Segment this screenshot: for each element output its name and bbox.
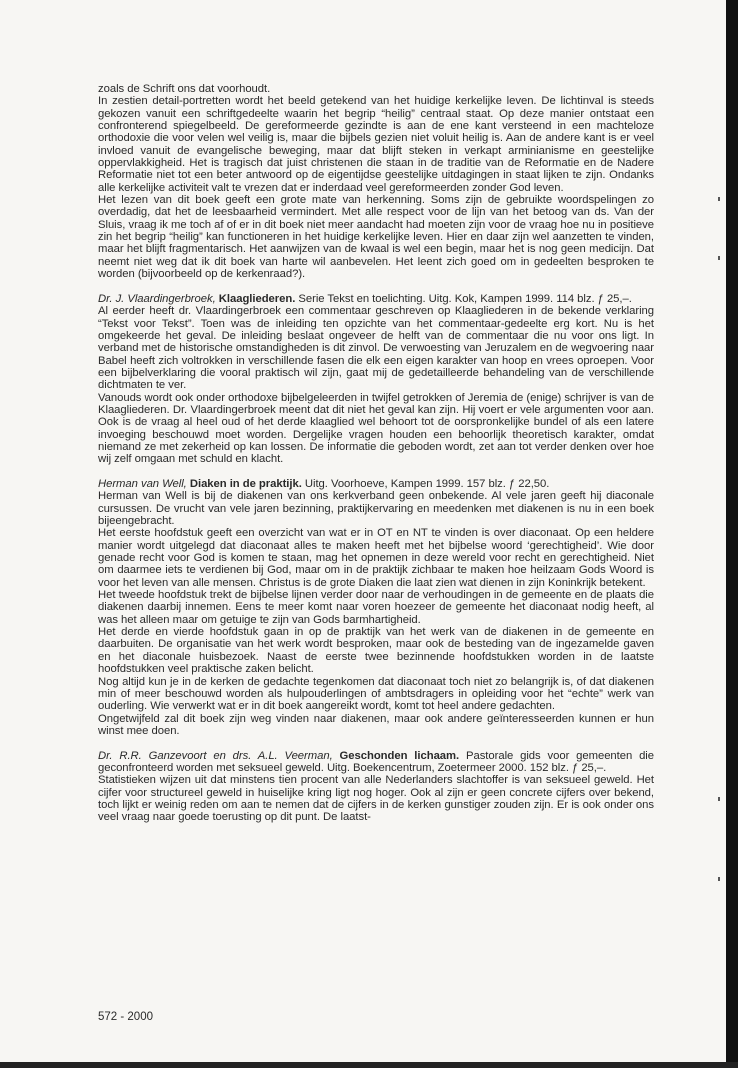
scan-mark (718, 256, 720, 260)
body-paragraph: Ongetwijfeld zal dit boek zijn weg vinden naar diakenen, maar ook andere geïnteresseerden kunnen er hun winst mee doen. (98, 712, 654, 737)
scan-mark (718, 797, 720, 801)
review-title: Geschonden lichaam. (339, 749, 460, 762)
page-body (98, 83, 654, 824)
body-paragraph: Nog altijd kun je in de kerken de gedachte tegenkomen dat diaconaat toch niet zo belangrijk is, of dat diakenen min of meer beschouwd worden als hulpouderlingen of ambtsdragers in opleiding voor het “echte” werk van ouderling. Wie verwerkt wat er in dit boek aangereikt wordt, komt tot heel andere gedachten. (98, 675, 654, 713)
review-publication: Uitg. Voorhoeve, Kampen 1999. 157 blz. ƒ 22,50. (304, 478, 550, 490)
review-title: Diaken in de praktijk. (189, 478, 302, 490)
page-number: 572 - 2000 (98, 1011, 153, 1023)
review-publication: Serie Tekst en toelichting. Uitg. Kok, Kampen 1999. 114 blz. ƒ 25,–. (298, 292, 632, 305)
body-paragraph: Herman van Well is bij de diakenen van ons kerkverband geen onbekende. Al vele jaren geeft hij diaconale cursussen. De vrucht van vele jaren bezinning, praktijkervaring en meedenken met diakenen is nu in een boek bijeengebracht. (98, 490, 654, 528)
review-heading (98, 478, 654, 490)
review-author: Dr. J. Vlaardingerbroek, (98, 292, 216, 305)
scan-border-bottom (0, 1062, 738, 1068)
body-paragraph: Statistieken wijzen uit dat minstens tien procent van alle Nederlanders slachtoffer is van seksueel geweld. Het cijfer voor structureel geweld in huiselijke kring ligt nog hoger. Ook al zijn er geen concrete cijfers over bekend, toch lijkt er weinig reden om aan te nemen dat de cijfers in de kerken gunstiger zouden zijn. Er is ook onder ons veel vraag naar goede toerusting op dit punt. De laatst- (98, 774, 654, 824)
review-author: Herman van Well, (98, 478, 187, 490)
review-heading (98, 750, 654, 775)
scan-mark (718, 197, 720, 201)
review-heading (98, 293, 654, 305)
body-paragraph: Het derde en vierde hoofdstuk gaan in op de praktijk van het werk van de diakenen in de gemeente en daarbuiten. De organisatie van het werk wordt besproken, maar ook de besteding van de ingezamelde gaven en het diaconale huisbezoek. Naast de eerste twee bezinnende hoofdstukken worden in de laatste hoofdstukken veel praktische zaken belicht. (98, 626, 654, 676)
scan-border-right (726, 0, 738, 1068)
body-paragraph: Al eerder heeft dr. Vlaardingerbroek een commentaar geschreven op Klaagliederen in de bekende verklaring “Tekst voor Tekst”. Toen was de inleiding ten opzichte van het commentaar-gedeelte erg kort. Nu is het omgekeerde het geval. De inleiding beslaat ongeveer de helft van de commentaar die nu voor ons ligt. In verband met de historische omstandigheden is dit zinvol. De verwoesting van Jeruzalem en de wegvoering naar Babel heeft zich voltrokken in verschillende fasen die elk een eigen karakter van hoop en vrees oproepen. Voor een bijbelverklaring die vooral praktisch wil zijn, gaat mij de gedetailleerde behandeling van de verschillende dichtmaten te ver. (98, 305, 654, 392)
body-paragraph: zoals de Schrift ons dat voorhoudt. (98, 83, 271, 95)
body-paragraph: Het lezen van dit boek geeft een grote mate van herkenning. Soms zijn de gebruikte woordspelingen zo overdadig, dat het de leesbaarheid vermindert. Met alle respect voor de lijn van het betoog van ds. Van der Sluis, vraag ik me toch af of er in dit boek niet meer aandacht had moeten zijn voor de vraag hoe nu in positieve zin het begrip “heilig” kan functioneren in het huidige kerkelijke leven. Hier en daar zijn wel aanzetten te vinden, maar het blijft fragmentarisch. Het aanwijzen van de kwaal is wel een begin, maar het is nog geen medicijn. Dat neemt niet weg dat ik dit boek van harte wil aanbevelen. Het leent zich goed om in gedeelten besproken te worden (bijvoorbeeld op de kerkenraad?). (98, 194, 654, 281)
body-paragraph: Het tweede hoofdstuk trekt de bijbelse lijnen verder door naar de verhoudingen in de gemeente en de plaats die diakenen daarbij innemen. Eens te meer komt naar voren hoezeer de gemeente het diaconaat nodig heeft, al was het alleen maar om getuige te zijn van Gods barmhartigheid. (98, 589, 654, 626)
body-paragraph: Het eerste hoofdstuk geeft een overzicht van wat er in OT en NT te vinden is over diaconaat. Op een heldere manier wordt uitgelegd dat diaconaat alles te maken heeft met het bijbelse woord ‘gerechtigheid’. Wie door genade recht voor God is komen te staan, mag het opnemen in deze wereld voor recht en gerechtigheid. Niet om daarmee iets te verdienen bij God, maar om in de praktijk zichbaar te maken hoe heilzaam Gods Woord is voor het leven van alle mensen. Christus is de grote Diaken die laat zien wat dienen in zijn Koninkrijk betekent. (98, 527, 654, 589)
review-publication: Pastorale gids voor gemeenten die geconfronteerd worden met seksueel geweld. Uitg. Boekencentrum, Zoetermeer 2000. 152 blz. ƒ 25,–. (98, 749, 654, 774)
body-paragraph: In zestien detail-portretten wordt het beeld getekend van het huidige kerkelijke leven. De lichtinval is steeds gekozen vanuit een schriftgedeelte waarin het begrip “heilig” centraal staat. Op deze manier ontstaat een confronterend spiegelbeeld. De gereformeerde gezindte is aan de ene kant versteend in een machteloze orthodoxie die voor velen wel veilig is, maar die bijbels gezien niet voluit heilig is. Aan de andere kant is er veel invloed vanuit de evangelische beweging, maar dat blijft steken in verkapt arminianisme en geestelijke oppervlakkigheid. Het is tragisch dat juist christenen die staan in de traditie van de Reformatie en de Nadere Reformatie niet tot een beter antwoord op de eigentijdse geestelijke uitdagingen in staat lijken te zijn. Ondanks alle kerkelijke activiteit valt te vrezen dat er inderdaad veel gereformeerden zonder God leven. (98, 95, 654, 194)
scan-mark (718, 877, 720, 881)
review-title: Klaagliederen. (218, 292, 296, 305)
review-author: Dr. R.R. Ganzevoort en drs. A.L. Veerman, (98, 749, 333, 762)
body-paragraph: Vanouds wordt ook onder orthodoxe bijbelgeleerden in twijfel getrokken of Jeremia de (enige) schrijver is van de Klaagliederen. Dr. Vlaardingerbroek meent dat dit niet het geval kan zijn. Hij voert er vele argumenten voor aan. Ook is de vraag al heel oud of het derde klaaglied wel behoort tot de oorspronkelijke bundel of als een latere invoeging beschouwd moet worden. Dergelijke vragen houden een behoorlijk theoretisch karakter, omdat niemand ze met zekerheid op kan lossen. De informatie die geboden wordt, zet aan tot verder denken over hoe wij zelf omgaan met schuld en klacht. (98, 391, 654, 466)
